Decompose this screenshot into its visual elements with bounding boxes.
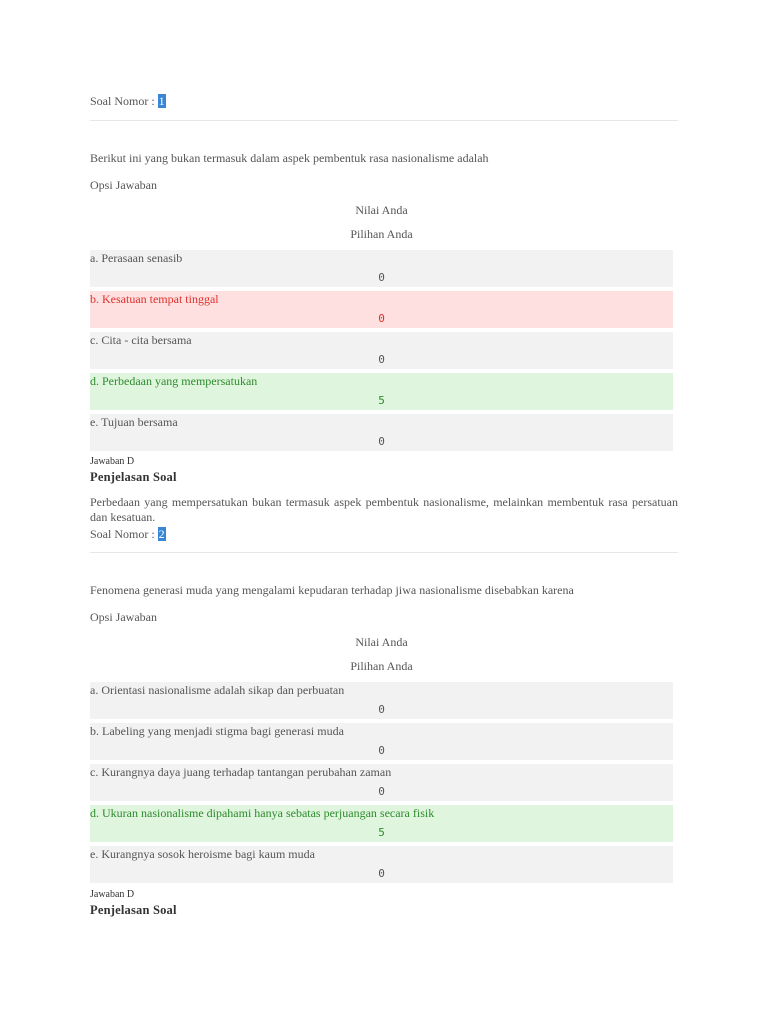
pilihan-anda-label: Pilihan Anda — [350, 227, 413, 241]
nilai-anda-label: Nilai Anda — [355, 203, 408, 217]
option-b[interactable] — [90, 723, 673, 760]
option-text: c. Cita - cita bersama — [90, 333, 192, 347]
options-list-2 — [90, 682, 678, 887]
option-score: 0 — [378, 435, 385, 448]
option-a[interactable] — [90, 250, 673, 287]
option-text: a. Perasaan senasib — [90, 251, 183, 265]
option-text: b. Labeling yang menjadi stigma bagi generasi muda — [90, 724, 344, 738]
option-d[interactable] — [90, 373, 673, 410]
option-score: 0 — [378, 312, 385, 325]
option-score: 5 — [378, 826, 385, 839]
soal-nomor-1 — [90, 93, 166, 109]
opsi-jawaban-label: Opsi Jawaban — [90, 178, 157, 192]
option-c[interactable] — [90, 332, 673, 369]
soal-number-highlight: 1 — [158, 94, 165, 108]
option-text: e. Tujuan bersama — [90, 415, 178, 429]
option-score: 0 — [378, 744, 385, 757]
explanation-text: Perbedaan yang mempersatukan bukan termasuk aspek pembentuk nasionalisme, melainkan membentuk rasa persatuan dan kesatuan. — [90, 495, 678, 524]
option-e[interactable] — [90, 846, 673, 883]
soal-label: Soal Nomor : — [90, 527, 158, 541]
option-e[interactable] — [90, 414, 673, 451]
option-score: 0 — [378, 867, 385, 880]
option-score: 0 — [378, 353, 385, 366]
opsi-jawaban-label: Opsi Jawaban — [90, 610, 157, 624]
nilai-anda-label: Nilai Anda — [355, 635, 408, 649]
option-d[interactable] — [90, 805, 673, 842]
option-score: 0 — [378, 703, 385, 716]
option-text: e. Kurangnya sosok heroisme bagi kaum muda — [90, 847, 315, 861]
option-score: 0 — [378, 785, 385, 798]
option-text: d. Ukuran nasionalisme dipahami hanya sebatas perjuangan secara fisik — [90, 806, 435, 820]
option-text: a. Orientasi nasionalisme adalah sikap dan perbuatan — [90, 683, 345, 697]
options-list-1 — [90, 250, 678, 455]
soal-label: Soal Nomor : — [90, 94, 158, 108]
divider — [90, 120, 678, 121]
soal-number-highlight: 2 — [158, 527, 165, 541]
question-text-1: Berikut ini yang bukan termasuk dalam aspek pembentuk rasa nasionalisme adalah — [90, 151, 489, 165]
pilihan-anda-label: Pilihan Anda — [350, 659, 413, 673]
soal-nomor-2 — [90, 526, 166, 542]
penjelasan-title: Penjelasan Soal — [90, 470, 177, 484]
option-score: 5 — [378, 394, 385, 407]
jawaban-label: Jawaban D — [90, 456, 135, 467]
question-text-2: Fenomena generasi muda yang mengalami kepudaran terhadap jiwa nasionalisme disebabkan karena — [90, 583, 574, 597]
option-b[interactable] — [90, 291, 673, 328]
option-text: c. Kurangnya daya juang terhadap tantangan perubahan zaman — [90, 765, 392, 779]
option-text: b. Kesatuan tempat tinggal — [90, 292, 219, 306]
penjelasan-title: Penjelasan Soal — [90, 903, 177, 917]
divider — [90, 552, 678, 553]
option-score: 0 — [378, 271, 385, 284]
option-c[interactable] — [90, 764, 673, 801]
option-a[interactable] — [90, 682, 673, 719]
option-text: d. Perbedaan yang mempersatukan — [90, 374, 258, 388]
jawaban-label: Jawaban D — [90, 889, 135, 900]
